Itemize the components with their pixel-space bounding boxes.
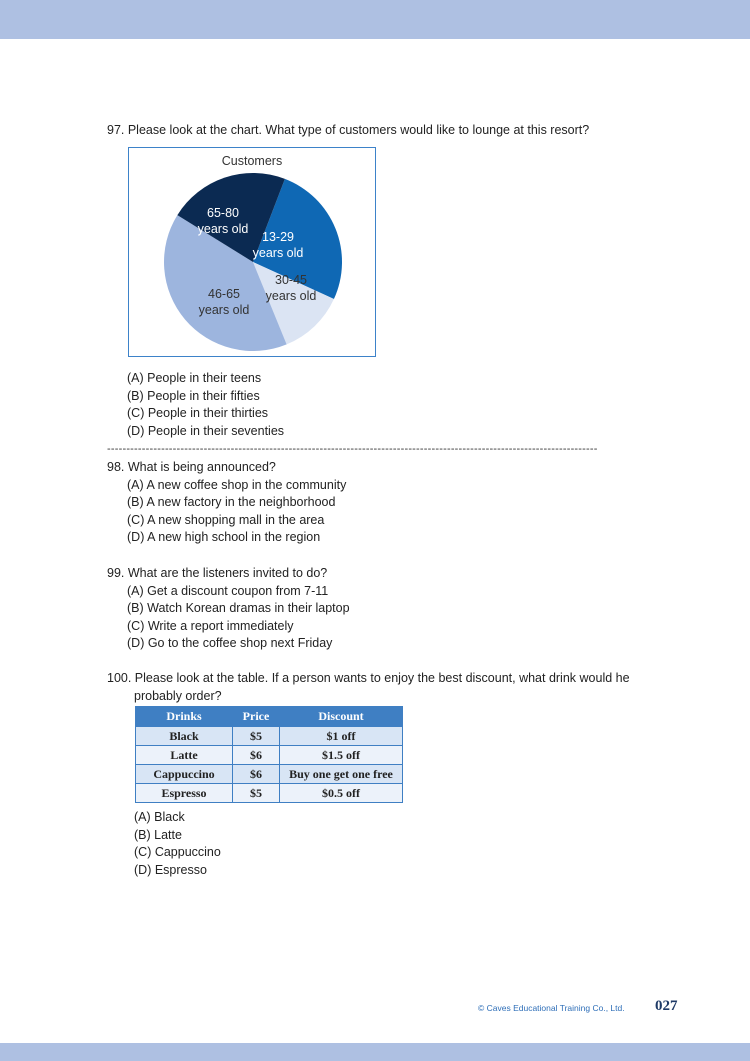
table-header-row xyxy=(136,707,403,727)
q100-question-line2: probably order? xyxy=(134,688,222,703)
table-cell: $6 xyxy=(233,765,280,784)
q100-option-a: (A) Black xyxy=(134,810,185,824)
q97-option-c: (C) People in their thirties xyxy=(127,406,269,421)
table-row xyxy=(136,746,403,765)
q98-question: 98. What is being announced? xyxy=(107,460,276,474)
header-band xyxy=(0,0,750,39)
q97-question: 97. Please look at the chart. What type of customers would like to lounge at this resort? xyxy=(107,123,590,137)
table-row xyxy=(136,765,403,784)
q98-option-b: (B) A new factory in the neighborhood xyxy=(127,495,336,510)
pie-label-years: years old xyxy=(252,246,304,260)
q98-option-c: (C) A new shopping mall in the area xyxy=(127,512,325,527)
table-cell: $5 xyxy=(233,784,280,803)
drinks-table xyxy=(135,706,403,803)
table-header-drinks: Drinks xyxy=(136,707,233,727)
pie-svg xyxy=(129,148,375,356)
table-header-price: Price xyxy=(233,707,280,727)
q100-option-c: (C) Cappuccino xyxy=(134,845,221,860)
pie-label-range: 30-45 xyxy=(275,273,307,287)
q99-question: 99. What are the listeners invited to do? xyxy=(107,566,328,580)
pie-label-range: 46-65 xyxy=(208,287,240,301)
pie-label-range: 65-80 xyxy=(207,206,239,220)
table-cell: $1 off xyxy=(280,727,403,746)
table-header-discount: Discount xyxy=(280,707,403,727)
footer-copyright: © Caves Educational Training Co., Ltd. xyxy=(478,1003,625,1013)
pie-label-years: years old xyxy=(198,303,250,317)
q98-option-a: (A) A new coffee shop in the community xyxy=(127,477,347,492)
q99-option-b: (B) Watch Korean dramas in their laptop xyxy=(127,601,350,616)
pie-label-range: 13-29 xyxy=(262,230,294,244)
table-cell: Black xyxy=(136,727,233,746)
table-cell: Buy one get one free xyxy=(280,765,403,784)
q97-option-d: (D) People in their seventies xyxy=(127,423,285,438)
q100-option-d: (D) Espresso xyxy=(134,862,207,877)
table-row xyxy=(136,727,403,746)
q100-question-line1: 100. Please look at the table. If a person wants to enjoy the best discount, what drink would he xyxy=(107,671,630,685)
table-cell: $6 xyxy=(233,746,280,765)
q97-option-b: (B) People in their fifties xyxy=(127,388,260,403)
table-cell: Espresso xyxy=(136,784,233,803)
footer-band xyxy=(0,1043,750,1061)
q99-option-d: (D) Go to the coffee shop next Friday xyxy=(127,636,333,651)
q99-option-c: (C) Write a report immediately xyxy=(127,618,294,633)
q98-option-d: (D) A new high school in the region xyxy=(127,530,321,545)
table-cell: Cappuccino xyxy=(136,765,233,784)
q100-option-b: (B) Latte xyxy=(134,827,182,842)
pie-label-years: years old xyxy=(197,222,249,236)
table-cell: $0.5 off xyxy=(280,784,403,803)
q99-option-a: (A) Get a discount coupon from 7-11 xyxy=(127,583,329,598)
table-cell: $1.5 off xyxy=(280,746,403,765)
pie-label-years: years old xyxy=(265,289,317,303)
chart-title: Customers xyxy=(221,154,283,168)
section-divider: ------------------------------------------------------------------------------------------------------------------------------- xyxy=(107,443,598,455)
table-cell: Latte xyxy=(136,746,233,765)
q97-option-a: (A) People in their teens xyxy=(127,371,262,385)
page-number: 027 xyxy=(655,998,678,1014)
table-row xyxy=(136,784,403,803)
customers-pie-chart xyxy=(128,147,376,357)
table-cell: $5 xyxy=(233,727,280,746)
